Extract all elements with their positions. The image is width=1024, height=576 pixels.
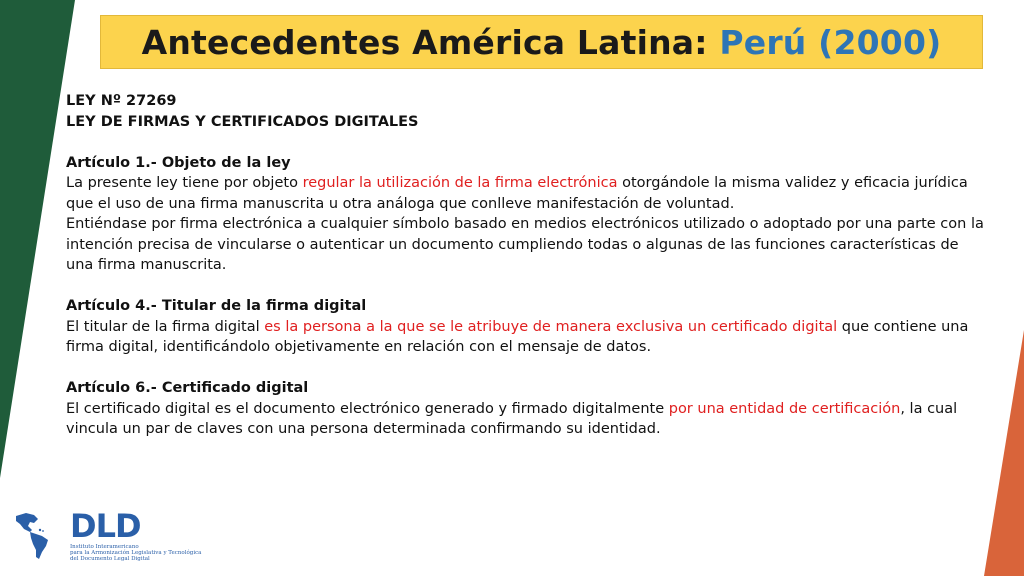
title-main: Antecedentes América Latina: (141, 22, 720, 62)
article-1-highlight: regular la utilización de la firma electrónica (302, 175, 618, 191)
article-1-paragraph-1: La presente ley tiene por objeto regular la utilización de la firma electrónica otorgándole la misma validez y eficacia jurídica que el uso de una firma manuscrita u otra análoga que conlleve manifestación de voluntad. (66, 175, 968, 212)
law-number: LEY Nº 27269 (66, 93, 177, 109)
dld-logo (12, 507, 202, 562)
article-1-paragraph-2: Entiéndase por firma electrónica a cualquier símbolo basado en medios electrónicos utilizado o adoptado por una parte con la intención precisa de vincularse o autenticar un documento cumpliendo todas o algunas de las funciones características de una firma manuscrita. (66, 216, 984, 273)
slide-title (142, 23, 942, 62)
slide-body (66, 91, 986, 440)
article-4-highlight: es la persona a la que se le atribuye de manera exclusiva un certificado digital (264, 318, 838, 335)
title-accent: Perú (2000) (719, 22, 942, 62)
article-6-heading: Artículo 6.- Certificado digital (66, 380, 309, 396)
article-6-highlight: por una entidad de certificación (668, 400, 901, 417)
article-6-paragraph: El certificado digital es el documento electrónico generado y firmado digitalmente por una entidad de certificación, la cual vincula un par de claves con una persona determinada confirmando su identidad. (66, 400, 958, 437)
green-decorative-band (0, 0, 75, 576)
article-4-heading: Artículo 4.- Titular de la firma digital (66, 298, 367, 314)
article-4-paragraph: El titular de la firma digital es la persona a la que se le atribuye de manera exclusiva un certificado digital que contiene una firma digital, identificándolo objetivamente en relación con el mensaje de datos. (66, 318, 969, 355)
law-name: LEY DE FIRMAS Y CERTIFICADOS DIGITALES (66, 113, 419, 130)
americas-map-icon (12, 510, 64, 562)
logo-subtitle: Instituto Interamericano para la Armonización Legislativa y Tecnológica del Documento Legal Digital (70, 544, 202, 562)
logo-brand-text: DLD (70, 507, 141, 545)
title-banner (100, 15, 983, 69)
orange-decorative-band (984, 0, 1024, 576)
article-1-heading: Artículo 1.- Objeto de la ley (66, 154, 291, 171)
